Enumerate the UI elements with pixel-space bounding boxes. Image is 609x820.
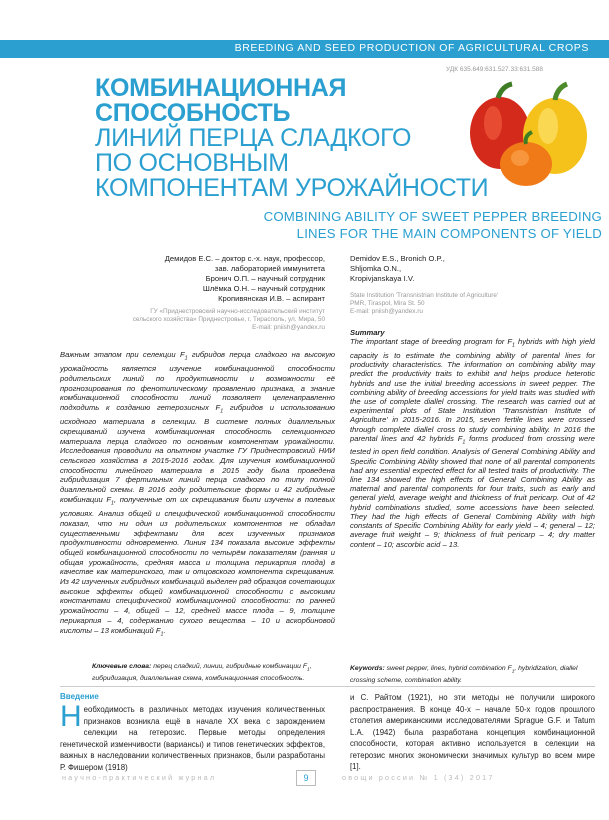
summary-heading: Summary bbox=[350, 328, 385, 337]
authors-en-line1: Demidov E.S., Bronich O.P., bbox=[350, 254, 445, 263]
author-ru-3: Шлёмка О.Н. – научный сотрудник bbox=[202, 284, 325, 293]
abstract-ru: Важным этапом при селекции $F_1$ гибридов перца сладкого на высокую урожайность является изучение комбинационной способности родительских линий по продуктивности и возможности её прогнозирования по фенотипическому проявлению признака, а знание комбинационной способности линий позволяет целенаправленно подходить к созданию гетерозисных $F_1$ гибридов и использованию исходного материала в селекции. В системе полных диаллельных скрещиваний изучена комбинационная способность селекционного материала перца сладкого по основным компонентам урожайности. Исследования проводили на опытном участке ГУ Приднестровский НИИ сельского хозяйства в 2015-2016 годах. Для изучения комбинационной способности линейного материала в 2015 году была проведена гибридизация 7 фертильных линий перца сладкого по типу полной диаллельной схемы. В 2016 году родительские формы и 42 гибридные комбинации $F_1$, полученные от их скрещивания были изучены в полевых условиях. Анализ общей и специфической комбинационной способности показал, что ни один из родительских компонентов не обладал существенными эффектами для всех изученных признаков продуктивности одновременно. Линия 134 показала высокие эффекты общей комбинационной способности по четырём показателям (ранняя и общая урожайность, средняя масса и толщина перикарпия плода) в качестве как материнского, так и отцовского компонента скрещивания. Из 42 изученных гибридных комбинаций выделен ряд образцов сочетающих высокие эффекты общей комбинационной способности с высокими константами специфической комбинационной способности: по ранней урожайности – 4, общей – 12, средней массе плода – 9, толщине перикарпия – 4, содержанию сухого вещества – 10 и аскорбиновой кислоты – 13 комбинаций $F_1$. bbox=[60, 350, 336, 638]
journal-section-title: BREEDING AND SEED PRODUCTION OF AGRICULTURAL CROPS bbox=[234, 42, 589, 54]
affiliation-ru-email: E-mail: pniish@yandex.ru bbox=[252, 324, 325, 331]
title-ru bbox=[95, 76, 495, 201]
author-ru-2: Бронич О.П. – научный сотрудник bbox=[205, 274, 325, 283]
affiliation-en-line2: PMR, Tiraspol, Mira St. 50 bbox=[350, 300, 425, 307]
title-en-line1: COMBINING ABILITY OF SWEET PEPPER BREEDING bbox=[263, 209, 602, 224]
title-ru-line3: ПО ОСНОВНЫМ bbox=[95, 149, 289, 177]
affiliation-ru-line2: сельского хозяйства» Приднестровье, г. Тирасполь, ул. Мира, 50 bbox=[132, 316, 325, 323]
page-number: 9 bbox=[296, 770, 316, 786]
author-ru-1: Демидов Е.С. – доктор с.-х. наук, профессор, bbox=[164, 254, 325, 263]
footer-journal-type: научно-практический журнал bbox=[62, 773, 217, 782]
intro-column-2: и С. Райтом (1921), но эти методы не получили широкого распространения. В конце 40-х – начале 50-х годов прошлого столетия американскими исследователями Sprague G.F. и Tatum L.A. (1942) была разработана концепция комбинационной способности, которая активно используется в селекции на гетерозис многих экономически значимых культур во всем мире [1]. bbox=[350, 693, 595, 771]
affiliation-ru bbox=[110, 308, 325, 332]
authors-ru bbox=[150, 254, 325, 304]
title-ru-line2: ЛИНИЙ ПЕРЦА СЛАДКОГО bbox=[95, 124, 412, 152]
author-ru-1-position: зав. лабораторией иммунитета bbox=[214, 264, 325, 273]
title-en-line2: LINES FOR THE MAIN COMPONENTS OF YIELD bbox=[296, 226, 602, 241]
authors-en bbox=[350, 254, 590, 284]
section-divider bbox=[60, 686, 595, 687]
journal-section-banner bbox=[0, 40, 609, 58]
title-en bbox=[200, 208, 602, 242]
intro-column-1: Необходимость в различных методах изучения количественных признаков возникла ещё в начале XX века с зарождением селекции на гетерозис. Первые методы определения генетической изменчивости (вариансы) и типов генетических эффектов, важных в наследовании количественных признаков, были разработаны Р. Фишером (1918) bbox=[60, 700, 325, 772]
page-footer bbox=[0, 770, 609, 786]
keywords-en: Keywords: sweet pepper, lines, hybrid combination $F_1$, hybridization, diallel crossing scheme, combination ability. bbox=[350, 665, 578, 685]
authors-en-line3: Kropivjanskaya I.V. bbox=[350, 274, 415, 283]
footer-journal-issue: овощи россии № 1 (34) 2017 bbox=[342, 773, 495, 782]
intro-heading: Введение bbox=[60, 692, 99, 701]
author-ru-4: Кропивянская И.В. – аспирант bbox=[218, 294, 325, 303]
title-ru-line4: КОМПОНЕНТАМ УРОЖАЙНОСТИ bbox=[95, 174, 489, 202]
authors-en-line2: Shljomka O.N., bbox=[350, 264, 402, 273]
affiliation-en bbox=[350, 292, 590, 316]
summary-en: Summary The important stage of breeding program for $F_1$ hybrids with high yield capacity is to estimate the combining ability of parental lines for productivity characteristics. The information on combining ability may predict the productivity traits to exhibit and helps produce heterotic hybrids and use the initial breeding accessions in sweet pepper. The combining ability of breeding accessions for yield traits was studied with the use of complete diallel crossing. The research was carried out at experimental plots of State Institution 'Transnistrian Institute of Agriculture' in 2015-2016. In 2015, seven fertile lines were crossed through complete diallel cross to study combining ability. In 2016 the parental lines and 42 hybrids $F_1$ forms produced from crossing were tested in open field condition. Analysis of General Combining Ability and Specific Combining Ability showed that none of all parental components had any essential expected effect for all tested traits of productivity. The line 134 showed the high effects of General Combining Ability as maternal and parental components for four traits, such as early and general yield, average weight and thickness of fruit pericarp. Out of 42 hybrid combinations studied, some accessions have been selected. They had the high effects of General Combining Ability with high constants of Specific Combining Ability for early yield – 4; general – 12; average fruit weight – 9; thickness of fruit pericarp – 4; dry matter content – 10; ascorbic acid – 13. bbox=[350, 328, 596, 549]
affiliation-ru-line1: ГУ «Приднестровский научно-исследовательский институт bbox=[150, 308, 325, 315]
drop-cap: Н bbox=[60, 700, 82, 733]
udk-code: УДК 635.649:631.527.33:631.588 bbox=[446, 66, 543, 73]
keywords-ru: Ключевые слова: перец сладкий, линии, гибридные комбинации $F_1$, гибридизация, диаллельная схема, комбинационная способность. bbox=[92, 663, 312, 683]
affiliation-en-email: E-mail: pniish@yandex.ru bbox=[350, 308, 423, 315]
affiliation-en-line1: State Institution 'Transnistrian Institute of Agriculture' bbox=[350, 292, 499, 299]
title-ru-line1: КОМБИНАЦИОННАЯ СПОСОБНОСТЬ bbox=[95, 74, 347, 127]
sweet-peppers-image bbox=[460, 78, 600, 188]
